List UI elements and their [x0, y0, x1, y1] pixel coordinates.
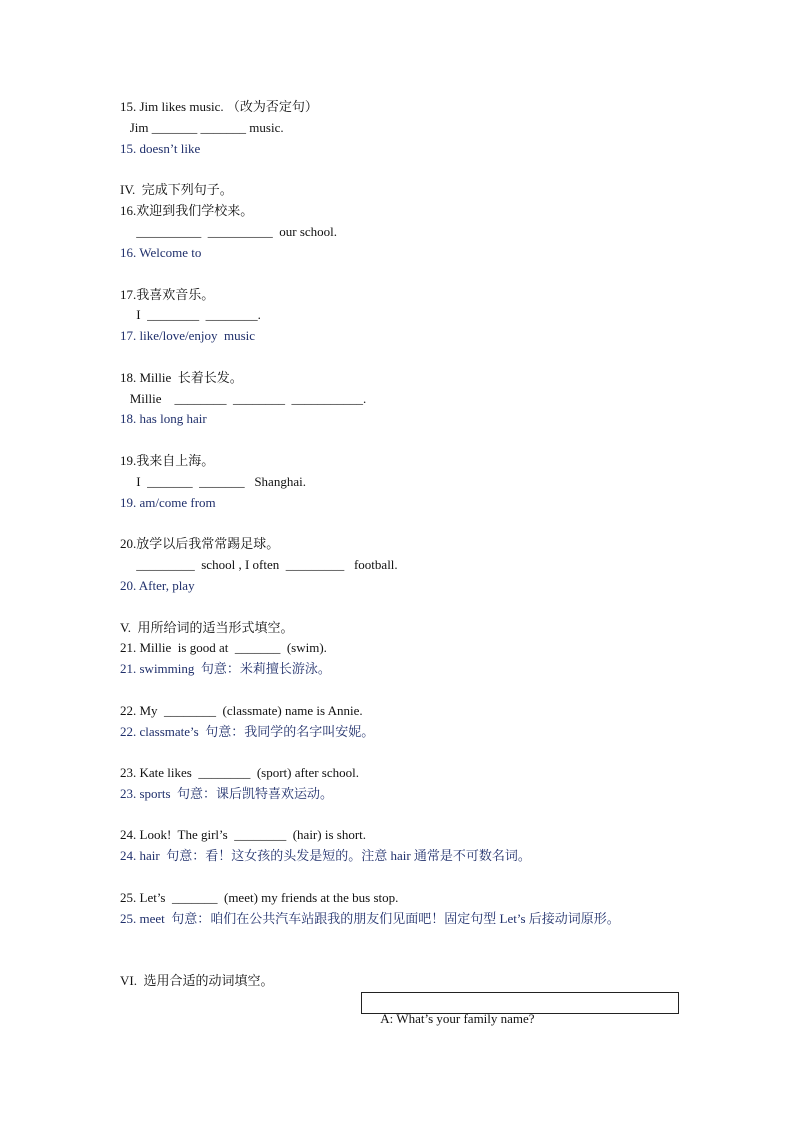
question-20: 20.放学以后我常常踢足球。: [120, 536, 280, 551]
answer-25: 25. meet 句意：咱们在公共汽车站跟我的朋友们见面吧！固定句型 Let’s 后接动词原形。: [120, 911, 620, 926]
answer-18: 18. has long hair: [120, 411, 207, 426]
question-15-blank: Jim _______ _______ music.: [120, 120, 284, 135]
dialog-box: [361, 992, 679, 1026]
answer-15: 15. doesn’t like: [120, 141, 201, 156]
answer-19: 19. am/come from: [120, 495, 216, 510]
question-15: 15. Jim likes music. （改为否定句）: [120, 99, 318, 114]
answer-24: 24. hair 句意：看！这女孩的头发是短的。注意 hair 通常是不可数名词。: [120, 848, 531, 863]
section-iv-heading: IV. 完成下列句子。: [120, 182, 233, 197]
dialog-line-a: A: What’s your family name?: [380, 1011, 535, 1026]
question-16: 16.欢迎到我们学校来。: [120, 203, 254, 218]
answer-23: 23. sports 句意：课后凯特喜欢运动。: [120, 786, 334, 801]
answer-16: 16. Welcome to: [120, 245, 202, 260]
question-19: 19.我来自上海。: [120, 453, 215, 468]
question-18: 18. Millie 长着长发。: [120, 370, 243, 385]
question-19-blank: I _______ _______ Shanghai.: [120, 474, 306, 489]
question-17-blank: I ________ ________.: [120, 307, 261, 322]
question-20-blank: _________ school , I often _________ football.: [120, 557, 398, 572]
answer-17: 17. like/love/enjoy music: [120, 328, 256, 343]
answer-21: 21. swimming 句意：米莉擅长游泳。: [120, 661, 331, 676]
question-23: 23. Kate likes ________ (sport) after school.: [120, 765, 360, 780]
question-18-blank: Millie ________ ________ ___________.: [120, 391, 367, 406]
question-21: 21. Millie is good at _______ (swim).: [120, 640, 327, 655]
section-v-heading: V. 用所给词的适当形式填空。: [120, 620, 294, 635]
question-25: 25. Let’s _______ (meet) my friends at the bus stop.: [120, 890, 399, 905]
question-22: 22. My ________ (classmate) name is Annie.: [120, 703, 363, 718]
question-17: 17.我喜欢音乐。: [120, 287, 215, 302]
question-16-blank: __________ __________ our school.: [120, 224, 338, 239]
answer-22: 22. classmate’s 句意：我同学的名字叫安妮。: [120, 724, 375, 739]
question-24: 24. Look! The girl’s ________ (hair) is short.: [120, 827, 367, 842]
answer-20: 20. After, play: [120, 578, 195, 593]
section-vi-heading: VI. 选用合适的动词填空。: [120, 973, 274, 988]
